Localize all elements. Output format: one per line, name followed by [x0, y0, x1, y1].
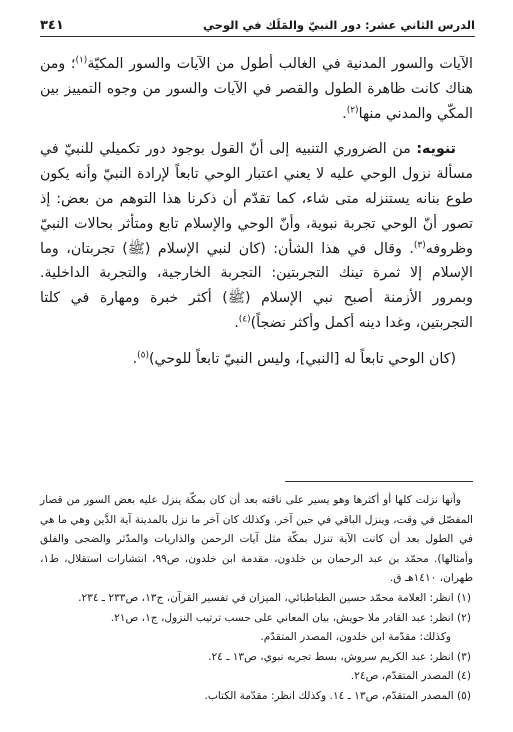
footnote-5: (٥) المصدر المتقدّم، ص١٣ ـ ١٤. وكذلك انظر: مقدّمة الكتاب.: [204, 689, 471, 702]
footnote-4: (٤) المصدر المتقدّم، ص٢٤.: [350, 670, 471, 683]
footnote-ref-5: (٥): [137, 350, 150, 361]
footnote-divider: [285, 481, 473, 482]
note-term: تنويه:: [416, 141, 456, 158]
footnote-continuation: وأنها نزلت كلها أو أكثرها وهو يسير على ناقته بعد أن كان بمكّة ينزل عليه بعض السور من قصار المفصّل في وقت، وينزل الباقي في حين آخر. وكذلك كان آخر ما نزل بالمدينة آية الدَّين وهي ما هي في الطول بعد أن كانت الآية تنزل بمكّة مثل آيات الرحمن والذاريات والمدّثر والضحى والفلق وأمثالها). محمّد بن عبد الرحمان بن خلدون، مقدمة ابن خلدون، ص٩٩، انتشارات استقلال، ط١، طهران، ١٤١٠هـ ق.: [40, 494, 473, 585]
running-head: الدرس الثاني عشر: دور النبيّ والمَلَك في الوحي: [203, 18, 475, 32]
footnote-3: (٣) انظر: عبد الكريم سروش، بسط تجربه نبوي، ص١٣ ـ ٢٤.: [208, 650, 471, 663]
footnote-1: (١) انظر: العلامة محمّد حسين الطباطبائي، الميزان في تفسير القرآن، ج١٣، ص٢٣٣ ـ ٢٣٤.: [78, 591, 471, 604]
main-text: [40, 52, 473, 372]
footnote-ref-3: (٣): [413, 239, 426, 250]
paragraph-1: الآيات والسور المدنية في الغالب أطول من الآيات والسور المكيّة$^{(١)}$؛ ومن هناك كانت ظاهرة الطول والقصر في الآيات والسور من وجوه التمييز بين المكّي والمدني منها$^{(٢)}$.: [40, 55, 473, 122]
footnote-ref-1: (١): [75, 55, 88, 66]
page-header: [40, 14, 475, 37]
footnote-ref-4: (٤): [238, 314, 251, 325]
footnotes: [40, 491, 473, 707]
footnote-ref-2: (٢): [346, 104, 359, 115]
footnote-2: (٢) انظر: عبد القادر ملا حويش، بيان المعاني على حسب ترتيب النزول، ج١، ص٢١.: [110, 611, 471, 624]
paragraph-3: (كان الوحي تابعاً له [النبي]، وليس النبيّ تابعاً للوحي)$^{(٥)}$.: [132, 350, 456, 367]
page-number: ٣٤١: [40, 17, 64, 33]
paragraph-2: تنويه: من الضروري التنبيه إلى أنّ القول بوجود دور تكميلي للنبيّ في مسألة نزول الوحي عليه لا يعني اعتبار الوحي تابعاً لإرادة النبيّ وأنه يكون طوع بنانه يستنزله متى شاء، كما تقدّم أن ذكرنا هذا التوهم من بعض: إذ تصور أنّ الوحي تجربة نبوية، وأنّ الوحي والإسلام تابع ومتأثر بحالات النبيّ وظروفه$^{(٣)}$. وقال في هذا الشأن: (كان لنبي الإسلام (ﷺ) تجربتان، وما الإسلام إلا ثمرة تينك التجربتين: التجربة الخارجية، والتجربة الداخلية. وبمرور الأزمنة أصبح نبي الإسلام (ﷺ) أكثر خبرة ومهارة في كلتا التجربتين، وغدا دينه أكمل وأكثر نضجاً)$^{(٤)}$.: [40, 141, 473, 331]
footnote-2-continued: وكذلك: مقدّمة ابن خلدون، المصدر المتقدّم.: [260, 631, 451, 644]
